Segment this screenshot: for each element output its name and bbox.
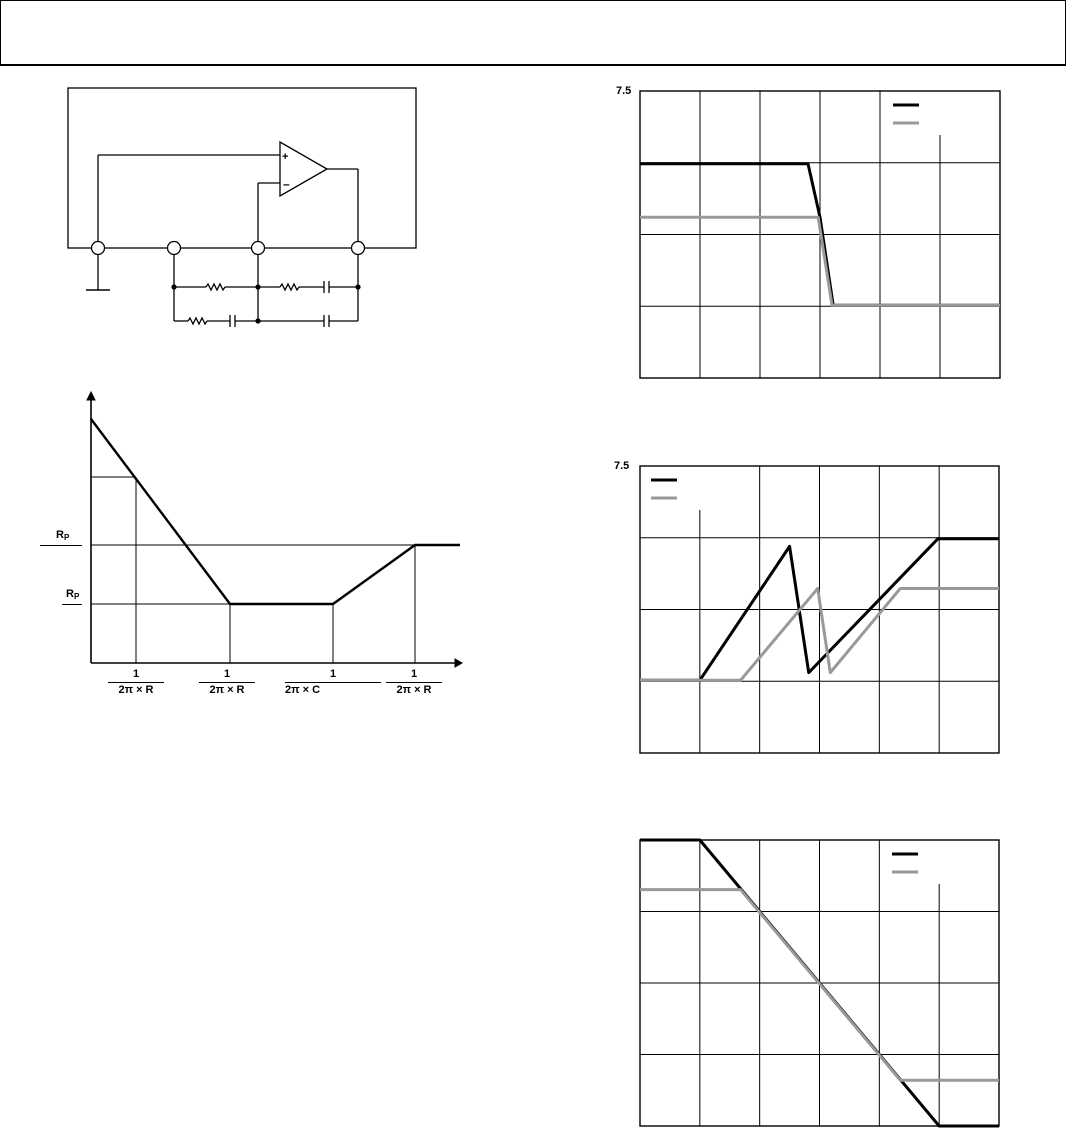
x-tick-2: 1 2π × R [199,668,255,697]
chart-frame [640,91,1000,378]
resistor-1 [206,284,225,290]
rp-upper-fraction-bar [40,545,82,546]
series-line-1 [640,164,1000,306]
chart-frame [640,466,999,753]
x-tick-4: 1 2π × R [386,668,442,697]
impedance-plot [87,392,462,667]
series-line-1 [640,840,999,1126]
rp-lower-underline [62,604,82,605]
svg-text:+: + [282,151,289,163]
resistor-3 [188,318,207,324]
op-amp-symbol [280,142,327,196]
chart-2 [640,466,999,753]
chart-frame [640,840,999,1126]
x-tick-3: 1 2π × C [285,668,381,697]
pin-4 [352,242,365,255]
x-tick-1: 1 2π × R [108,668,164,697]
pin-1 [92,242,105,255]
series-line-1 [640,539,999,681]
page-header-box [0,0,1066,66]
pin-2 [168,242,181,255]
package-outline [68,88,416,248]
series-line-2 [640,890,999,1081]
series-line-2 [640,588,999,680]
resistor-2 [280,284,299,290]
chart-1 [640,91,1000,378]
chart-1-ymax-label: 7.5 [616,85,632,97]
impedance-curve [91,419,460,604]
rp-label-upper: $R_P$ [56,529,70,542]
svg-text:–: – [283,177,290,191]
series-line-2 [640,217,1000,305]
chart-3 [640,840,999,1126]
pin-3 [252,242,265,255]
chart-2-ymax-label: 7.5 [614,460,630,472]
rp-label-lower: $R_P$ [66,588,80,601]
